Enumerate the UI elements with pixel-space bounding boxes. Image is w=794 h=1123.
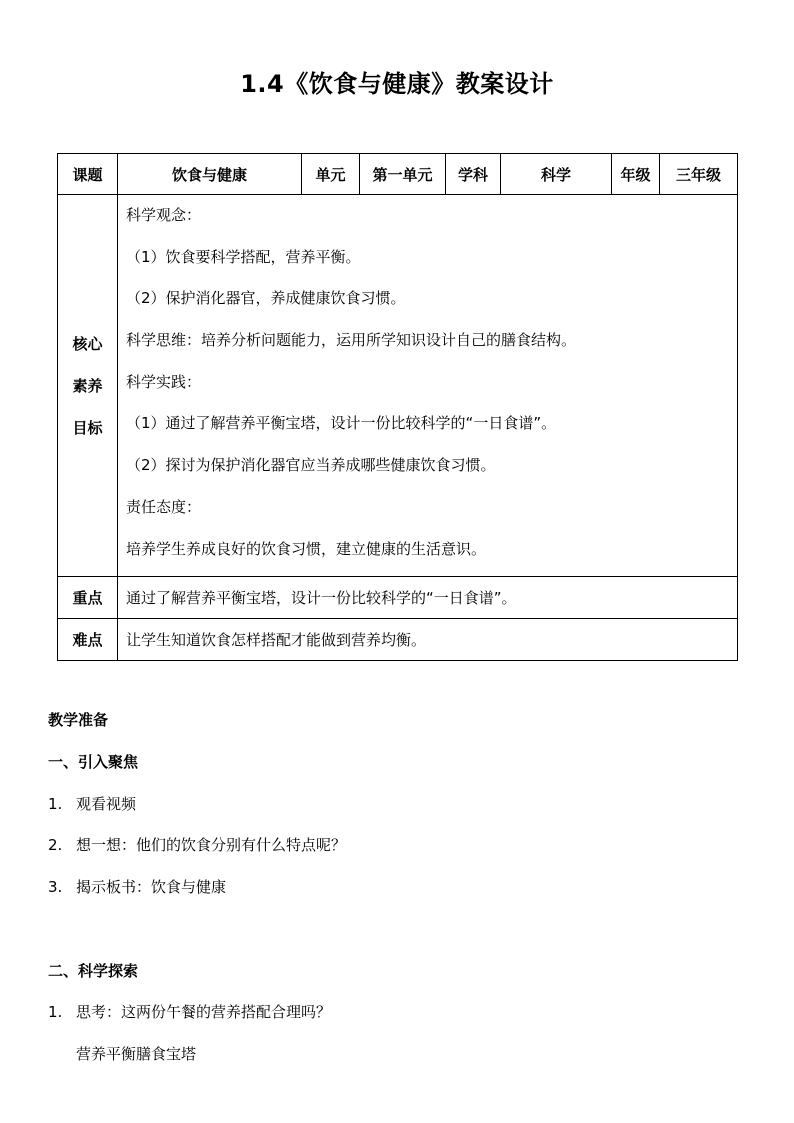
header-cell-grade-value: 三年级 bbox=[660, 154, 738, 195]
list-item bbox=[48, 793, 136, 814]
difficult-point-label: 难点 bbox=[58, 619, 118, 661]
list-item-number: 1. bbox=[48, 795, 63, 813]
list-item-number: 2. bbox=[48, 836, 63, 854]
list-item-number: 3. bbox=[48, 878, 63, 896]
list-item-text: 思考：这两份午餐的营养搭配合理吗？ bbox=[76, 1003, 332, 1021]
table-header-row bbox=[58, 154, 738, 195]
core-goal-line: 科学实践： bbox=[126, 372, 202, 391]
section2-subtitle: 营养平衡膳食宝塔 bbox=[76, 1045, 197, 1063]
core-goals-content bbox=[118, 195, 738, 577]
list-item-text: 观看视频 bbox=[76, 795, 137, 813]
core-label-line: 目标 bbox=[72, 418, 103, 437]
core-label-line: 核心 bbox=[72, 334, 103, 353]
core-goal-line: 培养学生养成良好的饮食习惯，建立健康的生活意识。 bbox=[126, 539, 487, 558]
core-goals-row bbox=[58, 195, 738, 577]
core-label-line: 素养 bbox=[72, 376, 103, 395]
section2-heading: 二、科学探索 bbox=[48, 962, 139, 980]
prep-heading: 教学准备 bbox=[48, 711, 109, 729]
core-goal-line: 科学思维：培养分析问题能力，运用所学知识设计自己的膳食结构。 bbox=[126, 331, 577, 350]
list-item bbox=[48, 1001, 331, 1022]
header-cell-subject-value: 科学 bbox=[501, 154, 612, 195]
header-cell-unit-value: 第一单元 bbox=[360, 154, 446, 195]
core-goal-line: （1）通过了解营养平衡宝塔，设计一份比较科学的“一日食谱”。 bbox=[126, 414, 557, 433]
core-goal-line: （1）饮食要科学搭配，营养平衡。 bbox=[126, 247, 361, 266]
core-goal-line: （2）保护消化器官，养成健康饮食习惯。 bbox=[126, 289, 406, 308]
header-cell-subject-label: 学科 bbox=[446, 154, 501, 195]
core-goal-line: 责任态度： bbox=[126, 497, 202, 516]
header-cell-unit-label: 单元 bbox=[302, 154, 360, 195]
header-cell-grade-label: 年级 bbox=[612, 154, 660, 195]
list-item-number: 1. bbox=[48, 1003, 63, 1021]
core-goals-label bbox=[58, 195, 118, 577]
difficult-point-row bbox=[58, 619, 738, 661]
list-item-text: 揭示板书：饮食与健康 bbox=[76, 878, 227, 896]
list-item-text: 想一想：他们的饮食分别有什么特点呢？ bbox=[76, 836, 347, 854]
core-goal-line: 科学观念： bbox=[126, 206, 202, 224]
header-cell-topic-value: 饮食与健康 bbox=[118, 154, 302, 195]
core-goal-line: （2）探讨为保护消化器官应当养成哪些健康饮食习惯。 bbox=[126, 456, 496, 475]
key-point-text: 通过了解营养平衡宝塔，设计一份比较科学的“一日食谱”。 bbox=[118, 577, 738, 619]
page-title: 1.4《饮食与健康》教案设计 bbox=[240, 70, 554, 98]
header-cell-topic-label: 课题 bbox=[58, 154, 118, 195]
difficult-point-text: 让学生知道饮食怎样搭配才能做到营养均衡。 bbox=[118, 619, 738, 661]
section1-heading: 一、引入聚焦 bbox=[48, 753, 139, 771]
key-point-row bbox=[58, 577, 738, 619]
lesson-plan-table bbox=[57, 153, 738, 661]
list-item bbox=[48, 834, 346, 855]
list-item bbox=[48, 876, 226, 897]
key-point-label: 重点 bbox=[58, 577, 118, 619]
